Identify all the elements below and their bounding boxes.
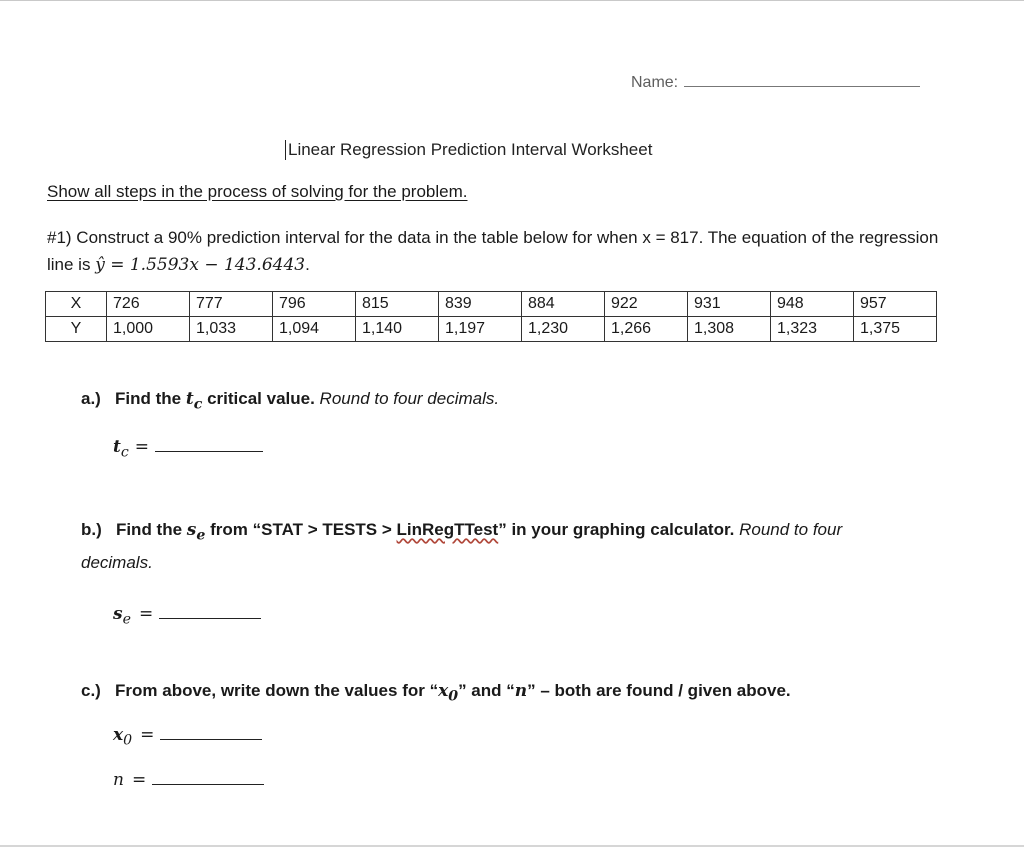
table-cell: 1,266 <box>605 317 688 342</box>
table-cell: 922 <box>605 292 688 317</box>
question-1: #1) Construct a 90% prediction interval for the data in the table below for when x = 817. The equation of the regression line is ŷ = 1.5593x − 143.6443. <box>47 228 939 275</box>
worksheet-title: Linear Regression Prediction Interval Worksheet <box>285 140 652 160</box>
tc-answer-label: $t_c$ <box>113 437 129 461</box>
table-cell: 1,000 <box>107 317 190 342</box>
part-c-question: c.) From above, write down the values for “$x_0$” and “n” – both are found / given above. <box>81 681 791 705</box>
n-answer-label: n <box>113 770 124 790</box>
table-cell: 948 <box>771 292 854 317</box>
table-cell: 1,230 <box>522 317 605 342</box>
x0-symbol: $x_0$ <box>438 681 459 705</box>
table-cell: 884 <box>522 292 605 317</box>
n-symbol: n <box>514 681 528 701</box>
data-table <box>45 291 937 342</box>
table-cell: 1,094 <box>273 317 356 342</box>
page-top-border <box>0 0 1024 1</box>
table-cell: 839 <box>439 292 522 317</box>
rounding-note: Round to four decimals. <box>319 389 500 408</box>
x0-answer: $x_0$ = <box>113 725 262 748</box>
part-b-question: b.) Find the $s_e$ from “STAT > TESTS > LinRegTTest” in your graphing calculator. Round to four decimals. <box>81 520 843 573</box>
name-blank[interactable] <box>684 72 920 87</box>
tc-symbol: $t_c$ <box>185 389 203 413</box>
table-header-y: Y <box>46 317 107 342</box>
x0-answer-label: $x_0$ <box>113 725 133 749</box>
table-cell: 1,375 <box>854 317 937 342</box>
question-1-text: #1) Construct a 90% prediction interval for the data in the table below for when x = 817. The equation of the regression line is <box>47 228 939 274</box>
table-cell: 1,197 <box>439 317 522 342</box>
table-cell: 931 <box>688 292 771 317</box>
table-cell: 777 <box>190 292 273 317</box>
tc-answer-blank[interactable] <box>155 441 263 452</box>
n-answer: n = <box>113 770 264 790</box>
table-cell: 1,323 <box>771 317 854 342</box>
part-a-question: a.) Find the $t_c$ critical value. Round to four decimals. <box>81 389 500 413</box>
instruction-text: Show all steps in the process of solving for the problem. <box>47 182 468 201</box>
table-header-x: X <box>46 292 107 317</box>
table-cell: 1,033 <box>190 317 273 342</box>
table-cell: 726 <box>107 292 190 317</box>
n-answer-blank[interactable] <box>152 774 264 785</box>
name-field <box>631 72 920 92</box>
name-label: Name: <box>631 74 679 91</box>
table-row-y <box>46 317 937 342</box>
se-answer-label: $s_e$ <box>113 604 131 628</box>
regression-equation: ŷ = 1.5593x − 143.6443 <box>95 255 306 275</box>
table-cell: 957 <box>854 292 937 317</box>
table-cell: 1,140 <box>356 317 439 342</box>
se-answer-blank[interactable] <box>159 608 261 619</box>
se-symbol: $s_e$ <box>186 520 206 544</box>
se-answer: $s_e$ = <box>113 604 261 627</box>
linregttest-menu-text: LinRegTTest <box>396 520 499 539</box>
table-cell: 796 <box>273 292 356 317</box>
table-cell: 815 <box>356 292 439 317</box>
table-row-x <box>46 292 937 317</box>
rounding-note: Round to four decimals. <box>81 520 843 573</box>
table-cell: 1,308 <box>688 317 771 342</box>
tc-answer: $t_c$ = <box>113 437 263 460</box>
x0-answer-blank[interactable] <box>160 729 262 740</box>
